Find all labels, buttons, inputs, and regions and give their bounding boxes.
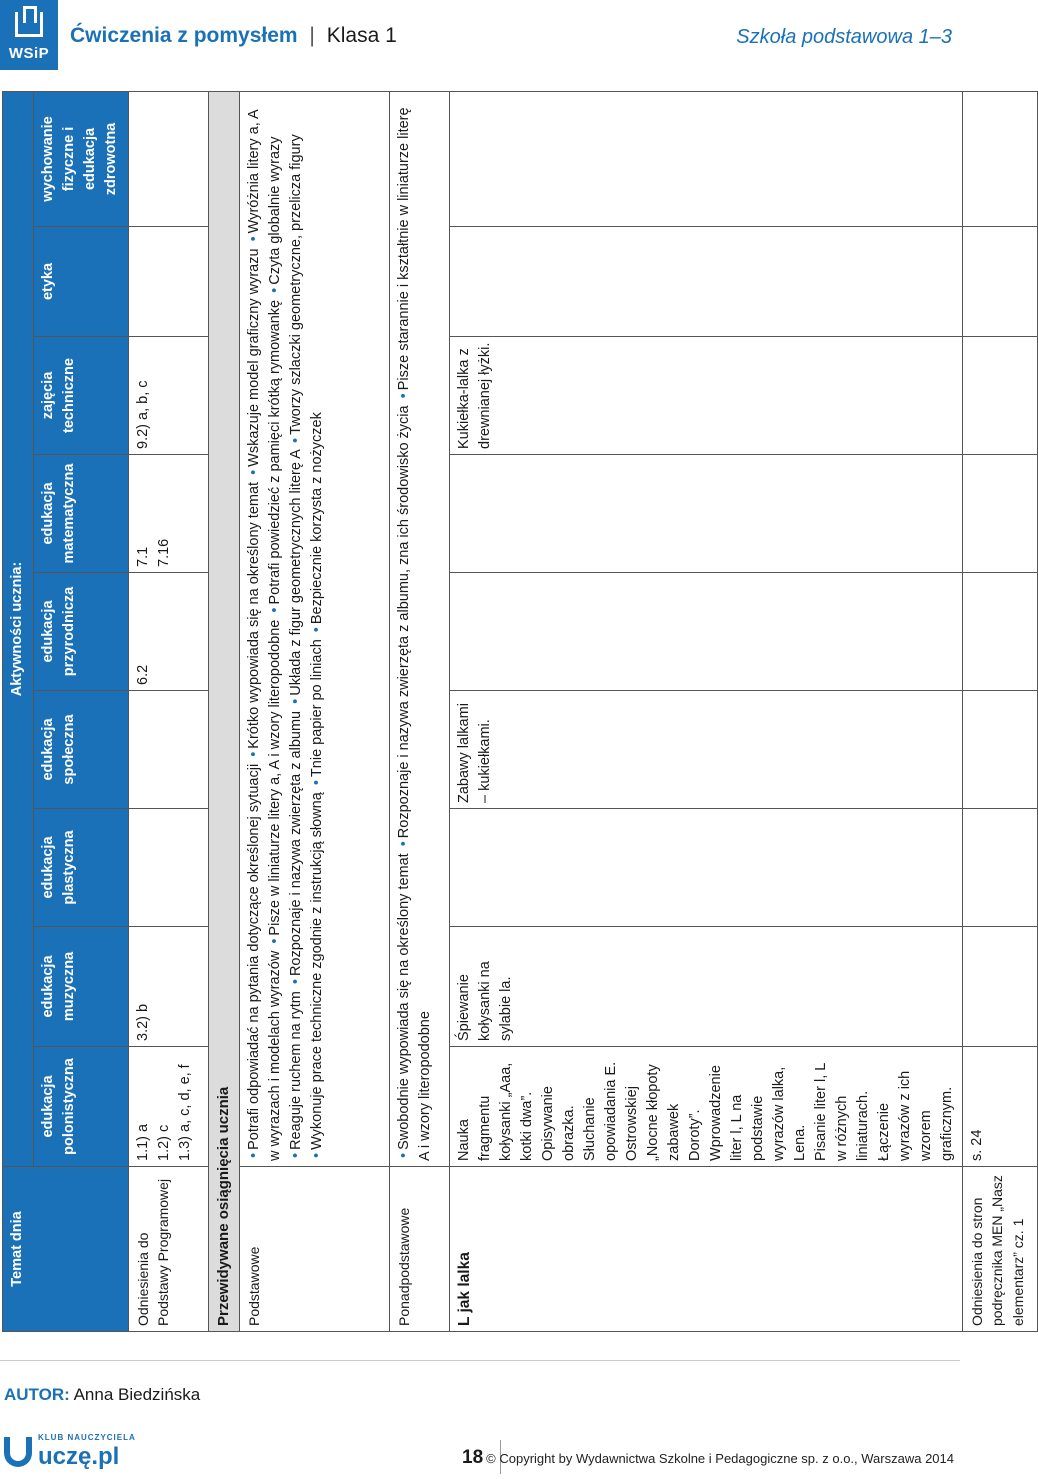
bullet-icon: • <box>395 393 412 399</box>
lesson-activity: Opisywanie obrazka. <box>539 1086 577 1161</box>
pp-etyka <box>129 227 209 337</box>
bullet-icon: • <box>287 979 304 985</box>
wsip-logo <box>0 0 58 70</box>
odniesienia-podrecznika-value: s. 24 <box>963 1047 1038 1167</box>
achievement-item: Bezpiecznie korzysta z nożyczek <box>308 412 325 625</box>
achievement-item: Pisze starannie i kształtnie w liniaturze literę A i wzory literopodobne <box>395 107 433 1161</box>
empty-cell <box>963 337 1038 455</box>
bullet-icon: • <box>287 1152 304 1158</box>
author-key: AUTOR: <box>4 1385 70 1404</box>
bullet-icon: • <box>395 1152 412 1158</box>
logo-text: WSiP <box>8 45 50 62</box>
lesson-topic: L jak lalka <box>449 1167 962 1332</box>
class-label: Klasa 1 <box>326 24 397 47</box>
empty-cell <box>963 927 1038 1047</box>
lesson-matematyczna <box>449 455 962 573</box>
bullet-icon: • <box>266 607 283 613</box>
empty-cell <box>963 809 1038 927</box>
title-separator: | <box>309 24 315 47</box>
subject-header: wychowanie fizyczne i edukacja zdrowotna <box>34 91 129 226</box>
pp-item: 1.3) a, c, d, e, f <box>177 1064 194 1161</box>
achievement-item: Potrafi powiedzieć z pamięci krótką rymowankę <box>266 299 283 605</box>
achievement-item: Rozpoznaje i nazywa zwierzęta z albumu, zna ich środowisko życia <box>395 405 412 839</box>
lesson-activity: Wprowadzenie liter l, L na podstawie wyrazów lalka, Lena. <box>707 1065 808 1161</box>
subject-header: edukacja muzyczna <box>34 927 129 1047</box>
odniesienia-podrecznika-label: Odniesienia do stron podręcznika MEN „Nasz elementarz” cz. 1 <box>963 1167 1038 1332</box>
lesson-activity: Pisanie liter l, L w różnych liniaturach. <box>813 1063 872 1161</box>
empty-cell <box>963 227 1038 337</box>
achievement-item: Tworzy szlaczki geometryczne, przelicza figury <box>287 134 304 435</box>
pp-item: 9.2) a, b, c <box>135 380 151 449</box>
przewidywane-title-row <box>209 91 240 1331</box>
subject-header: edukacja przyrodnicza <box>34 573 129 691</box>
table-header-row-2 <box>34 91 129 1331</box>
subject-header: edukacja matematyczna <box>34 455 129 573</box>
lesson-etyka <box>449 227 962 337</box>
podstawowe-label: Podstawowe <box>239 1167 389 1332</box>
achievement-item: Tnie papier po liniach <box>308 639 325 778</box>
achievement-item: Pisze w liniaturze litery a, A i wzory literopodobne <box>266 619 283 936</box>
pp-przyrodnicza <box>129 573 209 691</box>
pp-muzyczna <box>129 927 209 1047</box>
bullet-icon: • <box>245 751 262 757</box>
lesson-plan-rotated <box>2 92 1026 1332</box>
author-name: Anna Biedzińska <box>73 1385 201 1404</box>
lesson-plastyczna <box>449 809 962 927</box>
lesson-spoleczna: Zabawy lalkami – kukiełkami. <box>449 691 962 809</box>
achievement-item: Czyta globalnie wyrazy <box>266 136 283 285</box>
lesson-przyrodnicza <box>449 573 962 691</box>
ponadpodstawowe-row <box>389 91 449 1331</box>
achievement-item: Wyróżnia litery a, A w wyrazach i modelach wyrazów <box>245 110 283 1161</box>
odniesienia-podrecznika-row <box>963 91 1038 1331</box>
author-line <box>4 1385 200 1405</box>
series-title: Ćwiczenia z pomysłem <box>70 24 298 47</box>
podstawowe-list <box>239 91 389 1166</box>
pp-spoleczna <box>129 691 209 809</box>
table-header-row-1 <box>3 91 34 1331</box>
subject-header: zajęcia techniczne <box>34 337 129 455</box>
achievement-item: Wskazuje model graficzny wyrazu <box>245 248 262 467</box>
page-number: 18 <box>462 1447 484 1468</box>
aktywnosci-header: Aktywności ucznia: <box>3 91 34 1166</box>
bullet-icon: • <box>266 287 283 293</box>
pp-item: 3.2) b <box>135 1003 151 1041</box>
ponadpodstawowe-list <box>389 91 449 1166</box>
empty-cell <box>963 91 1038 226</box>
temat-dnia-header: Temat dnia <box>3 1167 129 1332</box>
achievement-item: Potrafi odpowiadać na pytania dotyczące określonej sytuacji <box>245 763 262 1150</box>
bullet-icon: • <box>308 1152 325 1158</box>
pp-item: 6.2 <box>135 664 151 685</box>
bullet-icon: • <box>245 469 262 475</box>
bullet-icon: • <box>287 437 304 443</box>
subject-header: edukacja społeczna <box>34 691 129 809</box>
lesson-wf <box>449 91 962 226</box>
odniesienia-podstawy-label: Odniesienia do Podstawy Programowej <box>129 1167 209 1332</box>
lesson-techniczne: Kukiełka-lalka z drewnianej łyżki. <box>449 337 962 455</box>
lesson-activity: Słuchanie opowiadania E. Ostrowskiej „Nocne kłopoty zabawek Doroty”. <box>581 1061 703 1161</box>
ucze-word: uczę.pl <box>38 1443 120 1470</box>
pp-item: 1.1) a <box>135 1123 151 1161</box>
ucze-logo[interactable] <box>4 1433 154 1473</box>
club-text: KLUB NAUCZYCIELA <box>38 1433 136 1442</box>
subject-header: edukacja plastyczna <box>34 809 129 927</box>
lesson-muzyczna: Śpiewanie kołysanki na sylabie la. <box>449 927 962 1047</box>
achievement-item: Reaguje ruchem na rytm <box>287 991 304 1150</box>
bullet-icon: • <box>308 780 325 786</box>
empty-cell <box>963 691 1038 809</box>
pp-wf <box>129 91 209 226</box>
pp-matematyczna <box>129 455 209 573</box>
achievement-item: Wykonuje prace techniczne zgodnie z instrukcją słowną <box>308 792 325 1150</box>
subject-header: etyka <box>34 227 129 337</box>
achievement-item: Swobodnie wypowiada się na określony temat <box>395 853 412 1150</box>
pp-item: 7.16 <box>156 538 173 567</box>
pp-techniczne <box>129 337 209 455</box>
pp-plastyczna <box>129 809 209 927</box>
footer-divider <box>0 1360 960 1361</box>
podstawowe-row <box>239 91 389 1331</box>
ponadpodstawowe-label: Ponadpodstawowe <box>389 1167 449 1332</box>
achievement-item: Krótko wypowiada się na określony temat <box>245 481 262 749</box>
achievement-item: Rozpoznaje i nazywa zwierzęta z albumu <box>287 710 304 977</box>
lesson-polonistyczna <box>449 1047 962 1167</box>
bullet-icon: • <box>245 1152 262 1158</box>
bullet-icon: • <box>395 841 412 847</box>
lesson-plan-table <box>2 91 1038 1332</box>
bullet-icon: • <box>308 627 325 633</box>
pp-item: 1.2) c <box>156 1124 173 1161</box>
school-level: Szkoła podstawowa 1–3 <box>736 26 952 48</box>
copyright: © Copyright by Wydawnictwa Szkolne i Pedagogiczne sp. z o.o., Warszawa 2014 <box>486 1451 954 1466</box>
lesson-row <box>449 91 962 1331</box>
bullet-icon: • <box>266 938 283 944</box>
empty-cell <box>963 573 1038 691</box>
przewidywane-title: Przewidywane osiągnięcia ucznia <box>209 91 240 1331</box>
odniesienia-podstawy-row <box>129 91 209 1331</box>
bullet-icon: • <box>245 236 262 242</box>
pp-polonistyczna <box>129 1047 209 1167</box>
bullet-icon: • <box>287 698 304 704</box>
pp-item: 7.1 <box>135 546 151 567</box>
lesson-activity: Nauka fragmentu kołysanki „Aaa, kotki dwa”. <box>455 1062 535 1161</box>
page-title <box>70 24 397 48</box>
achievement-item: Układa z figur geometrycznych literę A <box>287 449 304 696</box>
ucze-logo-icon <box>4 1437 32 1467</box>
empty-cell <box>963 455 1038 573</box>
lesson-activity: Łączenie wyrazów z ich wzorem graficznym. <box>876 1070 956 1161</box>
wsip-logo-icon <box>15 12 43 37</box>
subject-header: edukacja polonistyczna <box>34 1047 129 1167</box>
